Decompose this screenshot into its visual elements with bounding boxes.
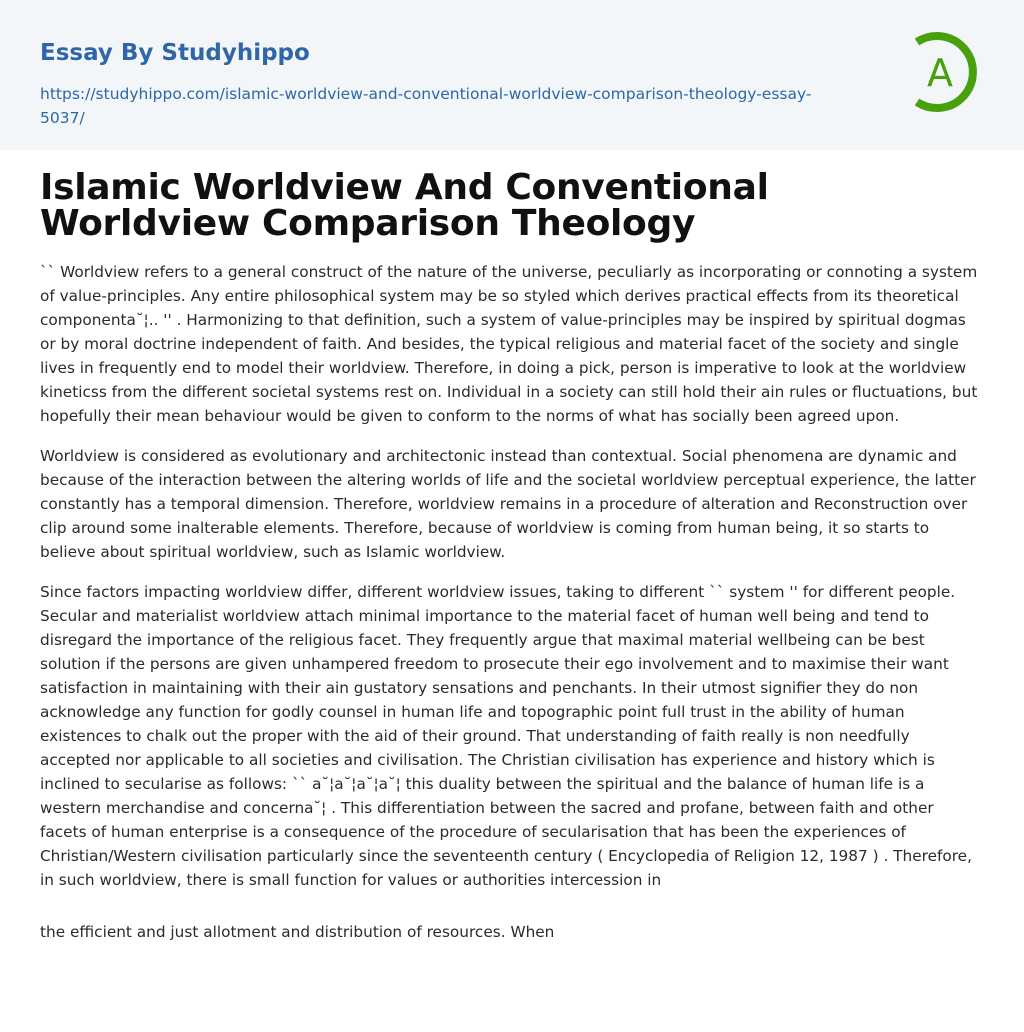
article-paragraph: `` Worldview refers to a general construct of the nature of the universe, peculiarly as incorporating or connoting a system of value-principles. Any entire philosophical system may be so styled which derives practical effects from its theoretical componenta˘¦.. '' . Harmonizing to that definition, such a system of value-principles may be inspired by spiritual dogmas or by moral doctrine independent of faith. And besides, the typical religious and material facet of the society and single lives in frequently end to model their worldview. Therefore, in doing a pick, person is imperative to look at the worldview kineticss from the different societal systems rest on. Individual in a society can still hold their ain rules or fluctuations, but hopefully their mean behaviour would be given to conform to the norms of what has socially been agreed upon. (40, 263, 978, 425)
essay-url-link[interactable]: https://studyhippo.com/islamic-worldview-and-conventional-worldview-comparison-theology-essay-5037/ (40, 85, 812, 127)
site-header (0, 0, 1024, 150)
article-paragraph: Worldview is considered as evolutionary and architectonic instead than contextual. Social phenomena are dynamic and because of the interaction between the altering worlds of life and the societal worldview perceptual experience, the latter constantly has a temporal dimension. Therefore, worldview remains in a procedure of alteration and Reconstruction over clip around some inalterable elements. Therefore, because of worldview is coming from human being, it so starts to believe about spiritual worldview, such as Islamic worldview. (40, 447, 976, 561)
logo-letter: A (927, 51, 953, 95)
studyhippo-logo-icon (905, 28, 989, 116)
article-title: Islamic Worldview And Conventional Worldview Comparison Theology (40, 167, 769, 244)
article-paragraph: the efficient and just allotment and distribution of resources. When (40, 923, 555, 941)
brand-title: Essay By Studyhippo (40, 40, 310, 66)
article-paragraph: Since factors impacting worldview differ, different worldview issues, taking to different `` system '' for different people. Secular and materialist worldview attach minimal importance to the material facet of human well being and tend to disregard the importance of the religious facet. They frequently argue that maximal material wellbeing can be best solution if the persons are given unhampered freedom to prosecute their ego involvement and to maximise their want satisfaction in maintaining with their ain gustatory sensations and penchants. In their utmost signifier they do non acknowledge any function for godly counsel in human life and topographic point full trust in the ability of human existences to chalk out the proper with the aid of their ground. That understanding of faith really is non needfully accepted nor applicable to all societies and civilisation. The Christian civilisation has experience and history which is inclined to secularise as follows: `` a˘¦a˘¦a˘¦a˘¦ this duality between the spiritual and the balance of human life is a western merchandise and concerna˘¦ . This differentiation between the sacred and profane, between faith and other facets of human enterprise is a consequence of the procedure of secularisation that has been the experiences of Christian/Western civilisation particularly since the seventeenth century ( Encyclopedia of Religion 12, 1987 ) . Therefore, in such worldview, there is small function for values or authorities intercession in (40, 583, 972, 889)
